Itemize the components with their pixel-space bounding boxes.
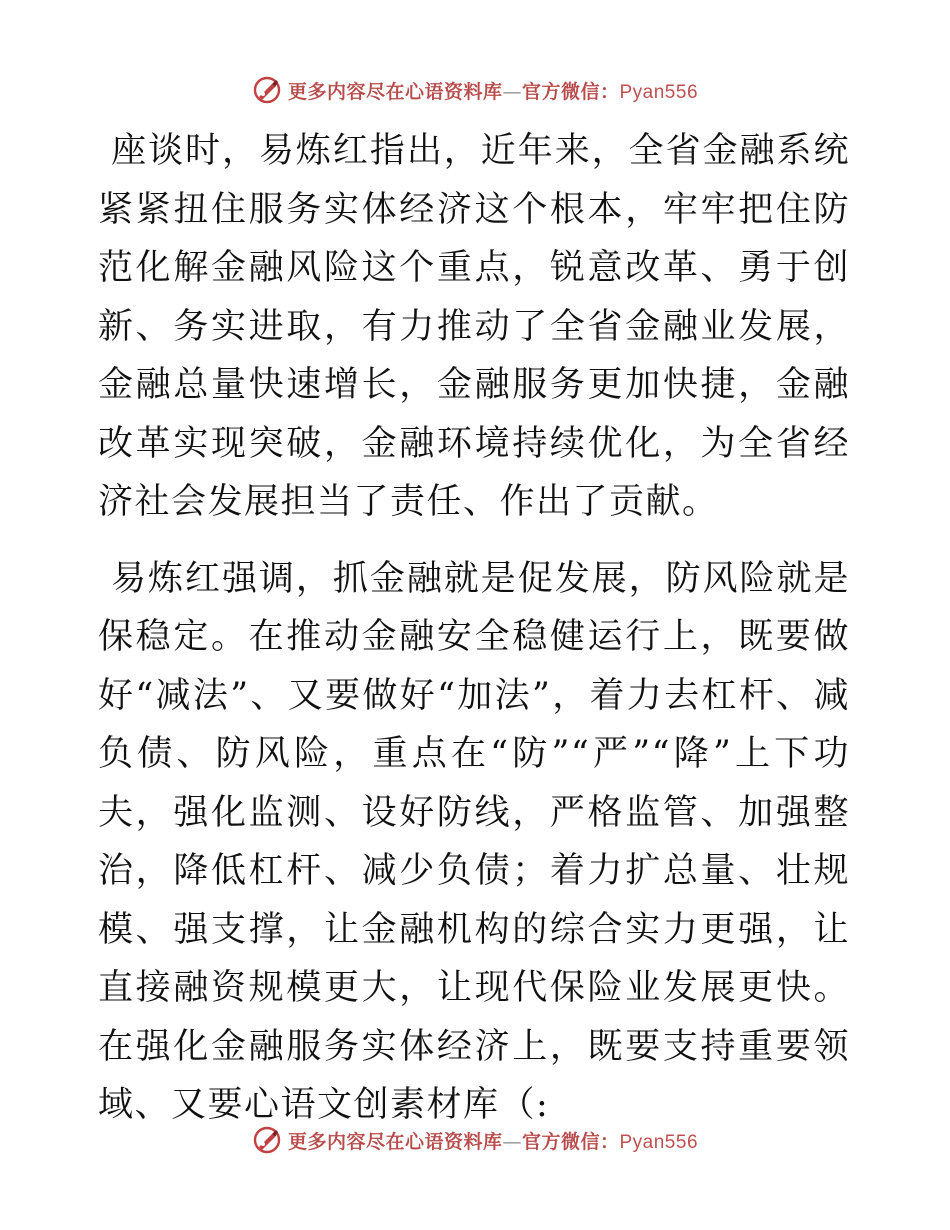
footer-dash: —: [502, 1130, 522, 1153]
paragraph-2: 易炼红强调，抓金融就是促发展，防风险就是保稳定。在推动金融安全稳健运行上，既要做好“减法”、又要做好“加法”，着力去杠杆、减负债、防风险，重点在“防”“严”“降”上下功夫，强化监测、设好防线，严格监管、加强整治，降低杠杆、减少负债；着力扩总量、壮规模、强支撑，让金融机构的综合实力更强，让直接融资规模更大，让现代保险业发展更快。在强化金融服务实体经济上，既要支持重要领域、又要心语文创素材库（:: [98, 558, 850, 1125]
footer-watermark: [0, 1122, 950, 1158]
document-body: [98, 122, 850, 1153]
footer-site-text: 更多内容尽在心语资料库: [287, 1130, 503, 1153]
footer-wechat-id: Pyan556: [619, 1131, 699, 1153]
footer-wechat-label: 官方微信：: [521, 1130, 620, 1153]
pen-seal-logo-icon: [252, 1125, 282, 1155]
header-site-text: 更多内容尽在心语资料库: [287, 80, 503, 103]
pen-seal-logo-icon: [252, 75, 282, 105]
header-watermark: [0, 72, 950, 108]
header-dash: —: [502, 80, 522, 103]
paragraph-1: 座谈时，易炼红指出，近年来，全省金融系统紧紧扭住服务实体经济这个根本，牢牢把住防范化解金融风险这个重点，锐意改革、勇于创新、务实进取，有力推动了全省金融业发展，金融总量快速增长，金融服务更加快捷，金融改革实现突破，金融环境持续优化，为全省经济社会发展担当了责任、作出了贡献。: [98, 131, 850, 522]
header-wechat-id: Pyan556: [619, 81, 699, 103]
header-wechat-label: 官方微信：: [521, 80, 620, 103]
